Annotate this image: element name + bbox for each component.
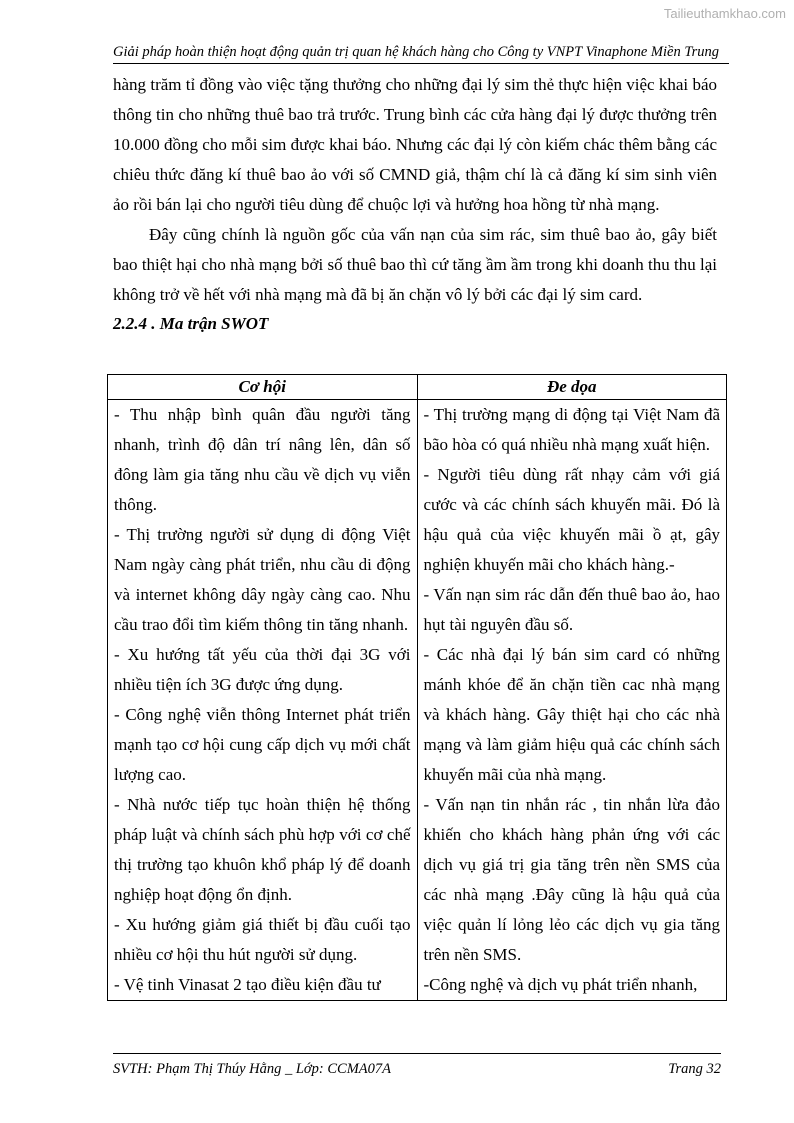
threat-item: - Thị trường mạng di động tại Việt Nam đã bão hòa có quá nhiều nhà mạng xuất hiện.: [423, 405, 720, 454]
opportunity-item: - Vệ tinh Vinasat 2 tạo điều kiện đầu tư: [114, 975, 381, 994]
page-footer: [113, 1053, 721, 1078]
paragraph-2: Đây cũng chính là nguồn gốc của vấn nạn của sim rác, sim thuê bao ảo, gây biết bao thiệt hại cho nhà mạng bởi số thuê bao thì cứ tăng ầm ầm trong khi doanh thu thu lại không trở về hết với nhà mạng mà đã bị ăn chặn vô lý bởi các đại lý sim card.: [113, 225, 717, 304]
threats-cell: [417, 400, 727, 1001]
body-text: [113, 70, 717, 338]
threat-item: - Vấn nạn tin nhắn rác , tin nhắn lừa đảo khiến cho khách hàng phản ứng với các dịch vụ giá trị gia tăng trên nền SMS của các nhà mạng .Đây cũng là hậu quả của việc quản lí lỏng lẻo các dịch vụ gia tăng trên nền SMS.: [423, 795, 720, 964]
page-header: Giải pháp hoàn thiện hoạt động quản trị quan hệ khách hàng cho Công ty VNPT Vinaphone Miền Trung: [113, 42, 729, 64]
threat-item: - Các nhà đại lý bán sim card có những mánh khóe để ăn chặn tiền cac nhà mạng và khách hàng. Gây thiệt hại cho các nhà mạng và làm giảm hiệu quả các chính sách khuyến mãi của nhà mạng.: [423, 645, 720, 784]
opportunities-cell: [108, 400, 418, 1001]
swot-header-row: [108, 375, 727, 400]
opportunity-item: - Công nghệ viễn thông Internet phát triển mạnh tạo cơ hội cung cấp dịch vụ mới chất lượng cao.: [114, 705, 411, 784]
footer-author: SVTH: Phạm Thị Thúy Hằng _ Lớp: CCMA07A: [113, 1061, 392, 1077]
opportunities-heading: Cơ hội: [108, 375, 418, 400]
watermark: Tailieuthamkhao.com: [663, 6, 786, 21]
opportunity-item: - Xu hướng giảm giá thiết bị đầu cuối tạo nhiều cơ hội thu hút người sử dụng.: [114, 915, 411, 964]
swot-table: [107, 374, 727, 1001]
threat-item: - Người tiêu dùng rất nhạy cảm với giá cước và các chính sách khuyến mãi. Đó là hậu quả của việc khuyến mãi ồ ạt, gây nghiện khuyến mãi cho khách hàng.-: [423, 465, 720, 574]
paragraph-1: hàng trăm tỉ đồng vào việc tặng thưởng cho những đại lý sim thẻ thực hiện việc khai báo thông tin cho những thuê bao trả trước. Trung bình các cửa hàng đại lý được thưởng trên 10.000 đồng cho mỗi sim được khai báo. Nhưng các đại lý còn kiếm chác thêm bằng các chiêu thức đăng kí thuê bao ảo với số CMND giả, thậm chí là cả đăng kí sim sinh viên ảo rồi bán lại cho người tiêu dùng để chuộc lợi và hưởng hoa hồng từ nhà mạng.: [113, 75, 717, 214]
threat-item: -Công nghệ và dịch vụ phát triển nhanh,: [423, 975, 698, 994]
opportunity-item: - Thị trường người sử dụng di động Việt Nam ngày càng phát triển, nhu cầu di động và internet không dây ngày càng cao. Nhu cầu trao đổi tìm kiếm thông tin tăng nhanh.: [114, 525, 411, 634]
swot-body-row: [108, 400, 727, 1001]
threats-heading: Đe dọa: [417, 375, 727, 400]
threat-item: - Vấn nạn sim rác dẫn đến thuê bao ảo, hao hụt tài nguyên đầu số.: [423, 585, 720, 634]
opportunity-item: - Thu nhập bình quân đầu người tăng nhanh, trình độ dân trí nâng lên, dân số đông làm gia tăng nhu cầu về dịch vụ viễn thông.: [114, 405, 411, 514]
section-title: 2.2.4 . Ma trận SWOT: [113, 314, 269, 333]
page-number: Trang 32: [668, 1061, 721, 1077]
opportunity-item: - Xu hướng tất yếu của thời đại 3G với nhiều tiện ích 3G được ứng dụng.: [114, 645, 411, 694]
opportunity-item: - Nhà nước tiếp tục hoàn thiện hệ thống pháp luật và chính sách phù hợp với cơ chế thị trường tạo khuôn khổ pháp lý để doanh nghiệp hoạt động ổn định.: [114, 795, 411, 904]
